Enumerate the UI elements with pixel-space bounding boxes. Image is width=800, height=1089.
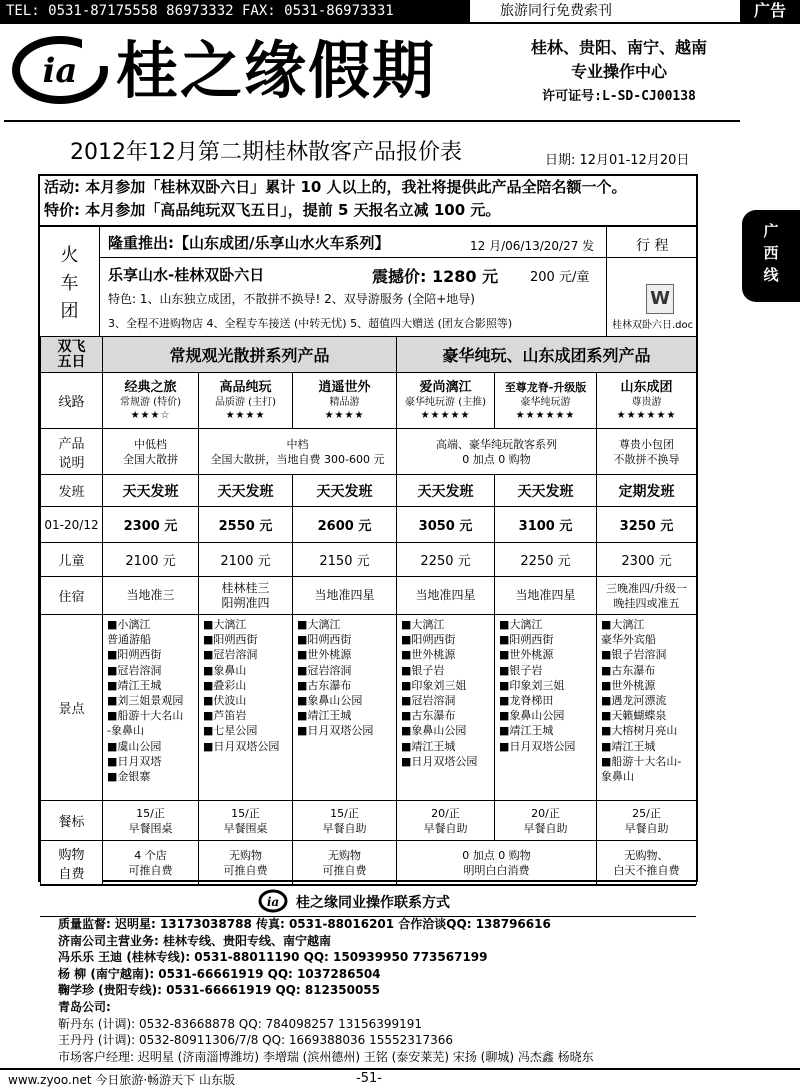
page-footer: [0, 1068, 800, 1089]
table-row: [41, 337, 697, 373]
promo-special: 特价: 本月参加「高品纯玩双飞五日」，提前 5 天报名立减 100 元。: [44, 201, 501, 219]
rating-stars: ★★★★: [324, 409, 365, 421]
svg-text:ia: ia: [42, 51, 78, 91]
region-side-tab: 广 西 线: [742, 210, 800, 302]
train-features-1: 特色: 1、山东独立成团，不散拼不换导! 2、双导游服务 (全陪+地导): [108, 292, 475, 306]
footer-site[interactable]: www.zyoo.net 今日旅游·畅游天下 山东版: [8, 1073, 235, 1087]
product-cell: 山东成团 尊贵游 ★★★★★★: [597, 373, 697, 429]
table-row: 发班 天天发班 天天发班 天天发班 天天发班 天天发班 定期发班: [41, 475, 697, 507]
child-price: 2150 元: [293, 543, 397, 577]
product-cell: 逍遥世外 精品游 ★★★★: [293, 373, 397, 429]
rating-stars: ★★★★★★: [616, 409, 677, 421]
contacts-list: [58, 916, 594, 1065]
train-price: 震撼价: 1280 元: [372, 267, 499, 286]
divider: [40, 225, 696, 227]
table-row: 餐标 15/正 早餐围桌 15/正 早餐围桌 15/正 早餐自助 20/正 早餐自助 20/正 早餐自助 25/正 早餐自助: [41, 801, 697, 841]
table-row: 产品 说明 中低档 全国大散拼 中档 全国大散拼，当地自费 300-600 元 高端、豪华纯玩散客系列 0 加点 0 购物 尊贵小包团 不散拼不换导: [41, 429, 697, 475]
sights-list: ■大漓江 ■阳朔西街 ■世外桃源 ■银子岩 ■印象刘三姐 ■龙脊梯田 ■象鼻山公园 ■靖江王城 ■日月双塔公园: [495, 615, 597, 801]
child-price: 2250 元: [397, 543, 495, 577]
rating-stars: ★★★★: [225, 409, 266, 421]
table-row: 购物 自费 4 个店 可推自费 无购物 可推自费 无购物 可推自费 0 加点 0 购物 明明白白消费 无购物、 白天不推自费: [41, 841, 697, 885]
free-catalog-note: 旅游同行免费索刊: [500, 3, 612, 19]
brand-header: [4, 24, 740, 122]
train-feature-title: 隆重推出:【山东成团/乐享山水火车系列】: [108, 234, 390, 252]
sights-list: ■大漓江 ■阳朔西街 ■世外桃源 ■冠岩溶洞 ■古东瀑布 ■象鼻山公园 ■靖江王城 ■日月双塔公园: [293, 615, 397, 801]
itinerary-label: 行 程: [636, 238, 669, 254]
contact-phone-fax: TEL: 0531-87175558 86973332 FAX: 0531-86973331: [0, 0, 470, 22]
adult-price: 2300 元: [103, 507, 199, 543]
table-row: 景点 ■小漓江 普通游船 ■阳朔西街 ■冠岩溶洞 ■靖江王城 ■刘三姐景观园 ■船游十大名山 -象鼻山 ■虞山公园 ■日月双塔 ■金银寨 ■大漓江 ■阳朔西街 ■冠岩溶洞 ■象鼻山 ■叠彩山 ■伏波山 ■芦笛岩 ■七星公园 ■日月双塔公园 ■大漓江 ■阳朔西街 ■世外桃源 ■冠岩溶洞 ■古东瀑布 ■象鼻山公园 ■靖江王城 ■日月双塔公园 ■大漓江 ■阳朔西街 ■世外桃源 ■银子岩 ■印象刘三姐 ■冠岩溶洞 ■古东瀑布 ■象鼻山公园 ■靖江王城 ■日月双塔公园 ■大漓江 ■阳朔西街 ■世外桃源 ■银子岩 ■印象刘三姐 ■龙脊梯田 ■象鼻山公园 ■靖江王城 ■日月双塔公园 ■大漓江 豪华外宾船 ■银子岩溶洞 ■古东瀑布 ■世外桃源 ■遇龙河漂流 ■天籁蝴蝶泉 ■大榕树月亮山 ■靖江王城 ■船游十大名山- 象鼻山: [41, 615, 697, 801]
child-price: 2300 元: [597, 543, 697, 577]
contact-line: 王丹丹 (计调): 0532-80911306/7/8 QQ: 1669388036 15552317366: [58, 1033, 454, 1048]
adult-price: 3050 元: [397, 507, 495, 543]
divider: [606, 226, 607, 336]
contact-line: 质量监督: 迟明星: 13173038788 传真: 0531-88016201 合作洽谈QQ: 138796616: [58, 917, 551, 931]
train-product-name: 乐享山水-桂林双卧六日: [108, 266, 265, 284]
train-features-2: 3、全程不进购物店 4、全程专车接送 (中转无忧) 5、超值四大赠送 (团友合影照等): [108, 317, 513, 330]
contact-line: 市场客户经理: 迟明星 (济南淄博潍坊) 李增瑞 (滨州德州) 王铭 (泰安莱芜) 宋扬 (聊城) 冯杰鑫 杨晓东: [58, 1049, 594, 1064]
row-label-desc: 产品 说明: [41, 429, 103, 475]
brand-name: 桂之缘假期: [116, 34, 437, 107]
sights-list: ■大漓江 ■阳朔西街 ■冠岩溶洞 ■象鼻山 ■叠彩山 ■伏波山 ■芦笛岩 ■七星公园 ■日月双塔公园: [199, 615, 293, 801]
table-row: 01-20/12 2300 元 2550 元 2600 元 3050 元 3100 元 3250 元: [41, 507, 697, 543]
service-cities: 桂林、贵阳、南宁、越南: [530, 38, 707, 57]
contacts-heading-bar: [40, 884, 696, 917]
contact-line: 冯乐乐 王迪 (桂林专线): 0531-88011190 QQ: 150939950 773567199: [58, 950, 488, 965]
contact-line: 济南公司主营业务: 桂林专线、贵阳专线、南宁越南: [58, 933, 331, 948]
contact-line: 靳丹东 (计调): 0532-83668878 QQ: 784098257 13156399191: [58, 1016, 423, 1031]
rating-stars: ★★★★★★: [515, 409, 576, 421]
table-row: [41, 373, 697, 429]
company-logo-icon: [12, 34, 108, 104]
product-cell: 高品纯玩 品质游 (主打) ★★★★: [199, 373, 293, 429]
rating-stars: ★★★★★: [420, 409, 471, 421]
sights-list: ■大漓江 豪华外宾船 ■银子岩溶洞 ■古东瀑布 ■世外桃源 ■遇龙河漂流 ■天籁蝴蝶泉 ■大榕树月亮山 ■靖江王城 ■船游十大名山- 象鼻山: [597, 615, 697, 801]
table-row: 住宿 当地准三 桂林桂三 阳朔准四 当地准四星 当地准四星 当地准四星 三晚准四/升级一 晚挂四或准五: [41, 577, 697, 615]
train-dates: 12 月/06/13/20/27 发: [470, 239, 595, 253]
product-cell: 至尊龙脊-升级版 豪华纯玩游 ★★★★★★: [495, 373, 597, 429]
adult-price: 2550 元: [199, 507, 293, 543]
flight-group-label: 双飞 五日: [41, 337, 103, 373]
product-cell: 经典之旅 常规游 (特价) ★★★☆: [103, 373, 199, 429]
rating-stars: ★★★☆: [130, 409, 171, 421]
child-price: 2100 元: [199, 543, 293, 577]
divider: [606, 257, 696, 258]
product-cell: 爱尚漓江 豪华纯玩游 (主推) ★★★★★: [397, 373, 495, 429]
company-logo-icon: [258, 889, 288, 913]
header-info: [498, 36, 740, 110]
table-row: 儿童 2100 元 2100 元 2150 元 2250 元 2250 元 2300 元: [41, 543, 697, 577]
license-number: 许可证号:L-SD-CJ00138: [542, 89, 696, 104]
adult-price: 3250 元: [597, 507, 697, 543]
contact-line: 鞠学珍 (贵阳专线): 0531-66661919 QQ: 812350055: [58, 983, 381, 998]
child-price: 2250 元: [495, 543, 597, 577]
regular-series-heading: 常规观光散拼系列产品: [103, 337, 397, 373]
train-group-label: 火 车 团: [40, 226, 100, 336]
contact-line: 青岛公司:: [58, 999, 111, 1014]
ad-label: 广告: [740, 0, 800, 22]
word-document-icon[interactable]: W: [646, 284, 674, 314]
child-price: 2100 元: [103, 543, 199, 577]
adult-price: 2600 元: [293, 507, 397, 543]
promotions: [44, 176, 627, 222]
price-table: [40, 336, 697, 885]
page-number: -51-: [356, 1071, 382, 1086]
row-label-route: 线路: [41, 373, 103, 429]
svg-text:ia: ia: [266, 895, 280, 909]
promo-activity: 活动: 本月参加「桂林双卧六日」累计 10 人以上的，我社将提供此产品全陪名额一个。: [44, 178, 627, 196]
luxury-series-heading: 豪华纯玩、山东成团系列产品: [397, 337, 697, 373]
operation-center: 专业操作中心: [570, 62, 667, 81]
divider: [100, 257, 606, 258]
train-child-price: 200 元/童: [530, 270, 590, 285]
contacts-heading: 桂之缘同业操作联系方式: [296, 895, 450, 911]
contact-line: 杨 柳 (南宁越南): 0531-66661919 QQ: 1037286504: [58, 966, 381, 981]
sights-list: ■大漓江 ■阳朔西街 ■世外桃源 ■银子岩 ■印象刘三姐 ■冠岩溶洞 ■古东瀑布 ■象鼻山公园 ■靖江王城 ■日月双塔公园: [397, 615, 495, 801]
itinerary-doc-link[interactable]: 桂林双卧六日.doc: [612, 320, 694, 331]
date-range: 日期: 12月01-12月20日: [545, 153, 690, 168]
adult-price: 3100 元: [495, 507, 597, 543]
sights-list: ■小漓江 普通游船 ■阳朔西街 ■冠岩溶洞 ■靖江王城 ■刘三姐景观园 ■船游十大名山 -象鼻山 ■虞山公园 ■日月双塔 ■金银寨: [103, 615, 199, 801]
top-bar: [0, 0, 800, 24]
page-title: 2012年12月第二期桂林散客产品报价表: [70, 140, 462, 165]
